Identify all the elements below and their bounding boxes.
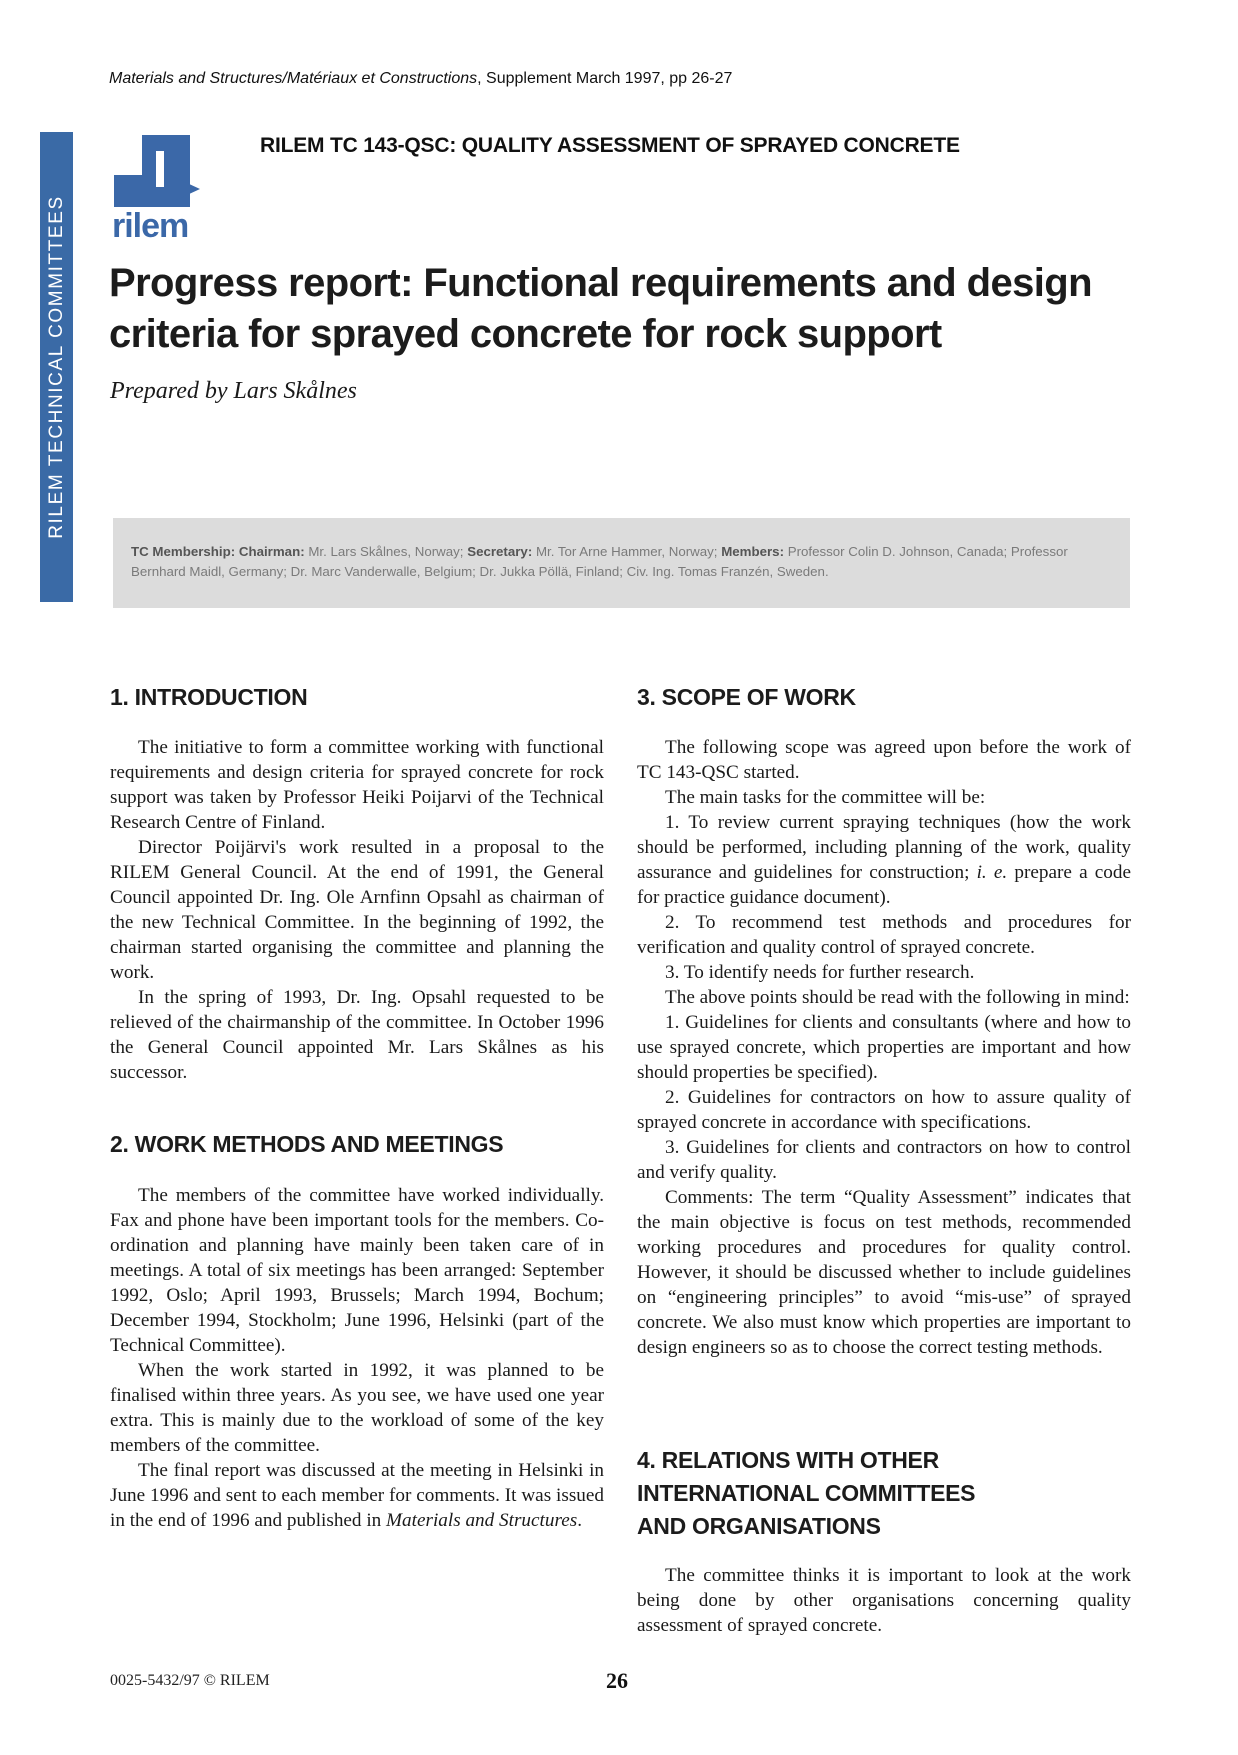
paragraph: 1. Guidelines for clients and consultants (where and how to use sprayed concrete, which properties are important and how should properties be specified).: [637, 1012, 1131, 1083]
membership-chairman: Mr. Lars Skålnes, Norway;: [304, 544, 468, 559]
paragraph: The main tasks for the committee will be:: [665, 787, 986, 808]
section-3-heading: 3. SCOPE OF WORK: [637, 684, 856, 710]
paragraph: The initiative to form a committee working with functional requirements and design criteria for sprayed concrete for rock support was taken by Professor Heiki Poijarvi of the Technical Research Centre of Finland.: [110, 737, 604, 833]
section-1-body: [110, 735, 604, 1085]
issn-code: 0025-5432/97 © RILEM: [110, 1672, 270, 1689]
abbreviation: i. e.: [976, 862, 1008, 883]
logo-wordmark: rilem: [112, 207, 189, 243]
page-number: 26: [606, 1668, 628, 1693]
paragraph-end: .: [577, 1510, 582, 1531]
committee-title: RILEM TC 143-QSC: QUALITY ASSESSMENT OF SPRAYED CONCRETE: [260, 134, 960, 157]
membership-members: Professor Colin D. Johnson, Canada; Professor Bernhard Maidl, Germany; Dr. Marc Vanderwalle, Belgium; Dr. Jukka Pöllä, Finland; Civ. Ing. Tomas Franzén, Sweden.: [131, 544, 1068, 579]
journal-reference: Materials and Structures: [386, 1510, 578, 1531]
section-4-body: [637, 1563, 1131, 1638]
journal-name: Materials and Structures/Matériaux et Constructions: [109, 70, 478, 87]
byline: Prepared by Lars Skålnes: [110, 378, 357, 404]
paragraph: When the work started in 1992, it was planned to be finalised within three years. As you see, we have used one year extra. This is mainly due to the workload of some of the key members of the committee.: [110, 1360, 604, 1456]
logo-bar: [156, 151, 164, 187]
paragraph: In the spring of 1993, Dr. Ing. Opsahl requested to be relieved of the chairmanship of the committee. In October 1996 the General Council appointed Mr. Lars Skålnes as his successor.: [110, 987, 604, 1083]
section-1-heading: 1. INTRODUCTION: [110, 684, 308, 710]
paragraph: [110, 1458, 604, 1533]
membership-box: [113, 518, 1130, 608]
running-head: [109, 70, 732, 88]
section-4-heading: [637, 1444, 975, 1543]
section-4-heading-line1: 4. RELATIONS WITH OTHER: [637, 1447, 939, 1473]
side-band-label: RILEM TECHNICAL COMMITTEES: [45, 195, 67, 539]
article-title-line1: Progress report: Functional requirements and design: [109, 261, 1092, 305]
membership-members-label: Members:: [721, 544, 784, 559]
section-4-heading-line2: INTERNATIONAL COMMITTEES: [637, 1480, 976, 1506]
paragraph: 2. Guidelines for contractors on how to assure quality of sprayed concrete in accordance with specifications.: [637, 1087, 1131, 1133]
paragraph: 3. To identify needs for further research.: [665, 962, 975, 983]
paragraph: Director Poijärvi's work resulted in a proposal to the RILEM General Council. At the end of 1991, the General Council appointed Dr. Ing. Ole Arnfinn Opsahl as chairman of the new Technical Committee. In the beginning of 1992, the chairman started organising the committee and planning the work.: [110, 837, 604, 983]
membership-secretary-label: Secretary:: [467, 544, 533, 559]
section-4-heading-line3: AND ORGANISATIONS: [637, 1513, 881, 1539]
section-2-heading: 2. WORK METHODS AND MEETINGS: [110, 1131, 504, 1157]
membership-label: TC Membership: Chairman:: [131, 544, 305, 559]
section-2-body: [110, 1183, 604, 1533]
side-band: [40, 132, 73, 602]
paragraph-end: prepare a code for practice guidance document).: [637, 862, 1131, 908]
issue-info: , Supplement March 1997, pp 26-27: [477, 70, 733, 87]
paragraph-text: The final report was discussed at the meeting in Helsinki in June 1996 and sent to each member for comments. It was issued in the end of 1996 and published in: [110, 1460, 604, 1531]
paragraph: Comments: The term “Quality Assessment” indicates that the main objective is focus on test methods, recommended working procedures and procedures for quality control. However, it should be discussed whether to include guidelines on “engineering principles” to avoid “mis-use” of sprayed concrete. We also must know which properties are important to design engineers so as to choose the correct testing methods.: [637, 1187, 1131, 1358]
rilem-logo: [112, 133, 204, 243]
article-title-line2: criteria for sprayed concrete for rock support: [109, 312, 942, 356]
paragraph: [637, 810, 1131, 910]
paragraph: 3. Guidelines for clients and contractors on how to control and verify quality.: [637, 1137, 1131, 1183]
paragraph: The above points should be read with the following in mind:: [665, 987, 1130, 1008]
section-3-body: [637, 735, 1131, 1360]
paragraph-text: 1. To review current spraying techniques (how the work should be performed, including planning of the work, quality assurance and guidelines for construction;: [637, 812, 1131, 883]
paragraph: The following scope was agreed upon before the work of TC 143-QSC started.: [637, 737, 1131, 783]
paragraph: The committee thinks it is important to look at the work being done by other organisations concerning quality assessment of sprayed concrete.: [637, 1565, 1131, 1636]
article-title: [109, 258, 1119, 360]
paragraph: The members of the committee have worked individually. Fax and phone have been important tools for the members. Co-ordination and planning have mainly been taken care of in meetings. A total of six meetings has been arranged: September 1992, Oslo; April 1993, Brussels; March 1994, Bochum; December 1994, Stockholm; June 1996, Helsinki (part of the Technical Committee).: [110, 1185, 604, 1356]
paragraph: 2. To recommend test methods and procedures for verification and quality control of sprayed concrete.: [637, 912, 1131, 958]
membership-secretary: Mr. Tor Arne Hammer, Norway;: [532, 544, 722, 559]
logo-notch: [114, 135, 142, 175]
